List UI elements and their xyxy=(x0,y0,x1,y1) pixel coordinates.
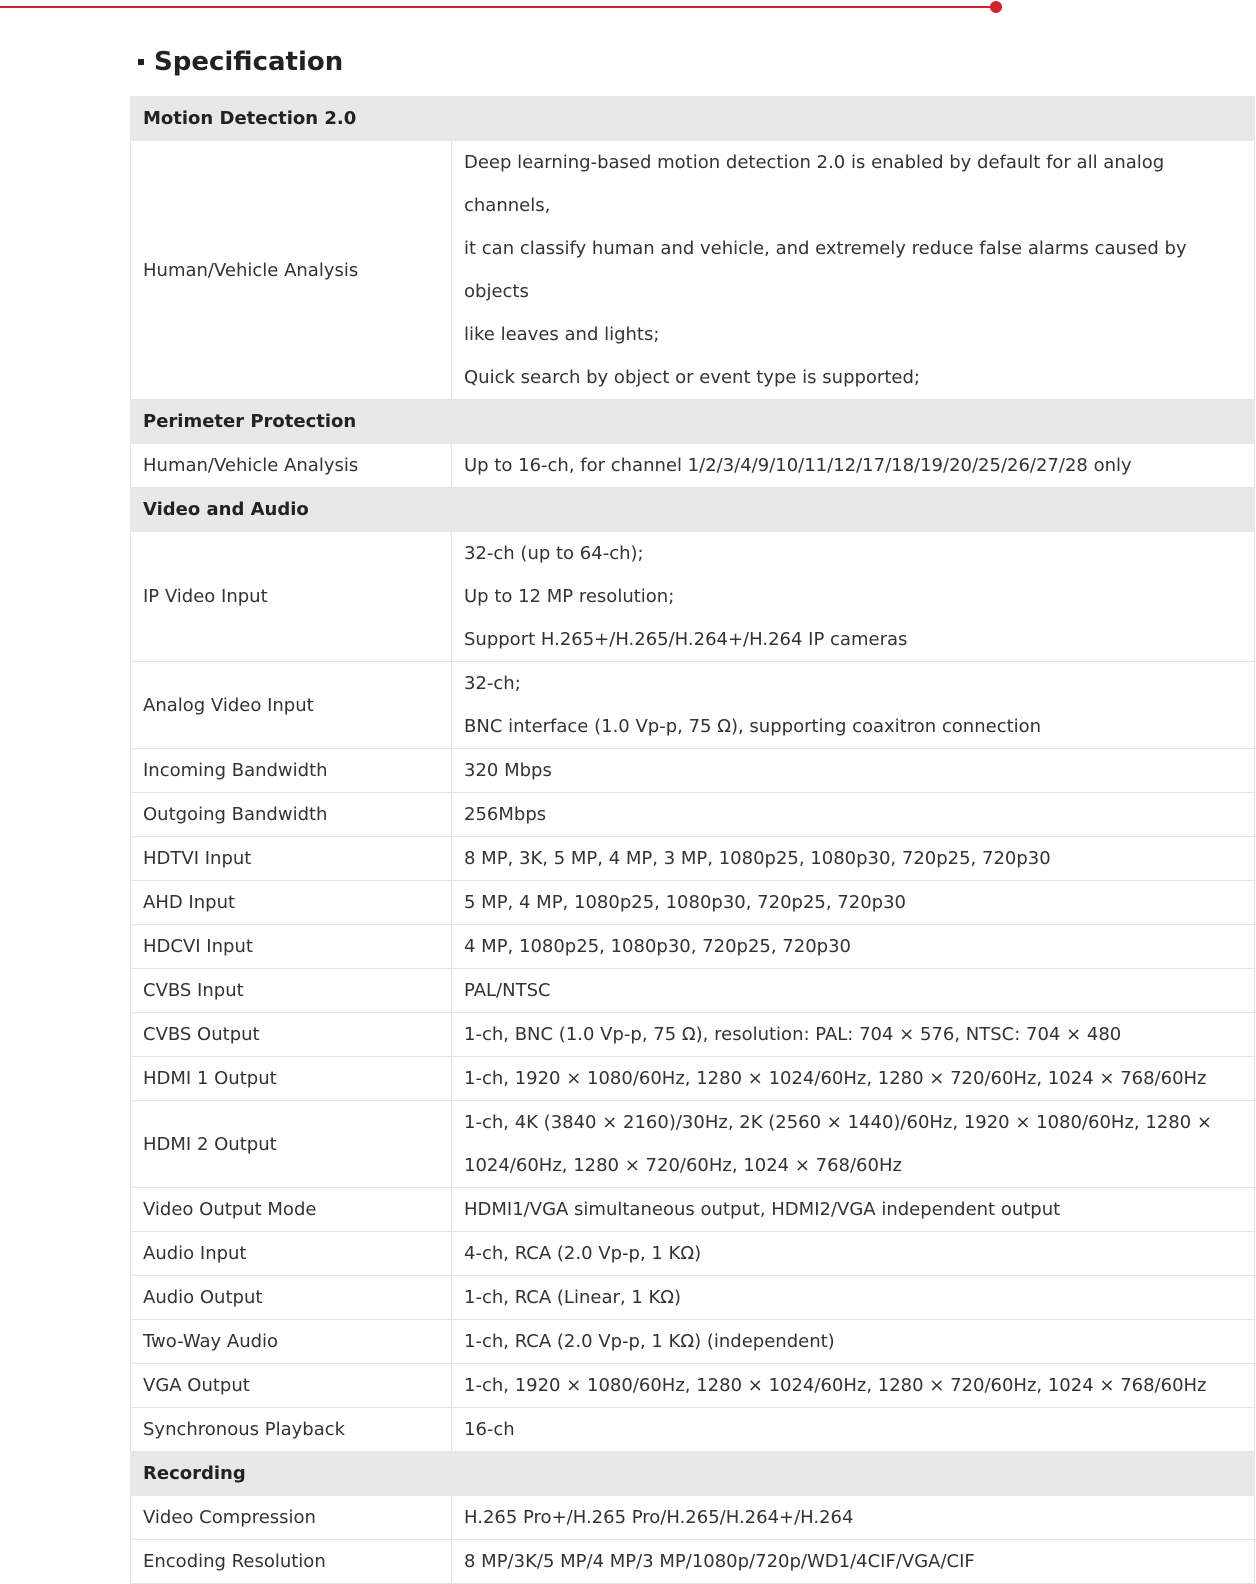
spec-label: Encoding Resolution xyxy=(131,1540,452,1584)
spec-label: HDCVI Input xyxy=(131,925,452,969)
spec-value-line: HDMI1/VGA simultaneous output, HDMI2/VGA independent output xyxy=(464,1199,1061,1220)
section-heading: Perimeter Protection xyxy=(131,400,1255,444)
section-header-row xyxy=(131,400,1255,444)
spec-value xyxy=(452,881,1255,925)
spec-value-line: 256Mbps xyxy=(464,804,547,825)
spec-label: CVBS Input xyxy=(131,969,452,1013)
table-row xyxy=(131,1013,1255,1057)
section-header-row xyxy=(131,97,1255,141)
spec-value xyxy=(452,749,1255,793)
spec-value-line: BNC interface (1.0 Vp-p, 75 Ω), supporting coaxitron connection xyxy=(464,716,1042,737)
spec-value-line: 1-ch, BNC (1.0 Vp-p, 75 Ω), resolution: PAL: 704 × 576, NTSC: 704 × 480 xyxy=(464,1024,1122,1045)
spec-value xyxy=(452,1188,1255,1232)
spec-value-line: Up to 12 MP resolution; xyxy=(464,586,675,607)
spec-value-line: 320 Mbps xyxy=(464,760,552,781)
spec-label: IP Video Input xyxy=(131,532,452,662)
spec-value xyxy=(452,1276,1255,1320)
table-row xyxy=(131,1364,1255,1408)
spec-label: Audio Output xyxy=(131,1276,452,1320)
spec-value-line: 1-ch, 4K (3840 × 2160)/30Hz, 2K (2560 × 1440)/60Hz, 1920 × 1080/60Hz, 1280 × xyxy=(464,1112,1212,1133)
spec-label: HDMI 1 Output xyxy=(131,1057,452,1101)
section-heading: Video and Audio xyxy=(131,488,1255,532)
spec-value xyxy=(452,1232,1255,1276)
table-row xyxy=(131,1408,1255,1452)
spec-value xyxy=(452,1496,1255,1540)
spec-label: Video Compression xyxy=(131,1496,452,1540)
spec-value-line: 1024/60Hz, 1280 × 720/60Hz, 1024 × 768/60Hz xyxy=(464,1155,902,1176)
table-row xyxy=(131,925,1255,969)
spec-value xyxy=(452,1540,1255,1584)
table-row xyxy=(131,793,1255,837)
spec-value-line: 1-ch, RCA (Linear, 1 KΩ) xyxy=(464,1287,682,1308)
spec-value-line: H.265 Pro+/H.265 Pro/H.265/H.264+/H.264 xyxy=(464,1507,854,1528)
spec-value-line: Up to 16-ch, for channel 1/2/3/4/9/10/11/12/17/18/19/20/25/26/27/28 only xyxy=(464,455,1132,476)
spec-value-line: 1-ch, 1920 × 1080/60Hz, 1280 × 1024/60Hz, 1280 × 720/60Hz, 1024 × 768/60Hz xyxy=(464,1068,1207,1089)
top-accent-line xyxy=(0,6,992,8)
spec-label: HDTVI Input xyxy=(131,837,452,881)
spec-value xyxy=(452,1320,1255,1364)
table-row xyxy=(131,1540,1255,1584)
spec-value-line: PAL/NTSC xyxy=(464,980,551,1001)
page-title-text: Specification xyxy=(154,47,344,77)
table-row xyxy=(131,1496,1255,1540)
spec-value-line: 5 MP, 4 MP, 1080p25, 1080p30, 720p25, 720p30 xyxy=(464,892,906,913)
table-row xyxy=(131,532,1255,662)
title-bullet-icon xyxy=(138,59,144,65)
spec-label: HDMI 2 Output xyxy=(131,1101,452,1188)
spec-value-line: 8 MP, 3K, 5 MP, 4 MP, 3 MP, 1080p25, 1080p30, 720p25, 720p30 xyxy=(464,848,1051,869)
spec-value-line: 32-ch (up to 64-ch); xyxy=(464,543,644,564)
spec-label: CVBS Output xyxy=(131,1013,452,1057)
spec-value xyxy=(452,662,1255,749)
section-header-row xyxy=(131,1452,1255,1496)
specification-table xyxy=(130,96,1255,1584)
table-row xyxy=(131,1057,1255,1101)
table-row xyxy=(131,837,1255,881)
table-row xyxy=(131,1232,1255,1276)
specification-table-body xyxy=(131,97,1255,1584)
spec-value-line: Support H.265+/H.265/H.264+/H.264 IP cameras xyxy=(464,629,908,650)
spec-value-line: Deep learning-based motion detection 2.0 is enabled by default for all analog channels, xyxy=(464,152,1165,216)
spec-value-line: it can classify human and vehicle, and extremely reduce false alarms caused by objects xyxy=(464,238,1187,302)
spec-value xyxy=(452,969,1255,1013)
spec-value xyxy=(452,1101,1255,1188)
spec-value xyxy=(452,1013,1255,1057)
table-row xyxy=(131,1320,1255,1364)
spec-value xyxy=(452,532,1255,662)
table-row xyxy=(131,1188,1255,1232)
spec-label: Synchronous Playback xyxy=(131,1408,452,1452)
spec-value-line: 4 MP, 1080p25, 1080p30, 720p25, 720p30 xyxy=(464,936,851,957)
table-row xyxy=(131,662,1255,749)
spec-label: Outgoing Bandwidth xyxy=(131,793,452,837)
table-row xyxy=(131,749,1255,793)
spec-value xyxy=(452,1057,1255,1101)
spec-value-line: Quick search by object or event type is supported; xyxy=(464,367,920,388)
spec-value-line: 4-ch, RCA (2.0 Vp-p, 1 KΩ) xyxy=(464,1243,702,1264)
spec-value xyxy=(452,925,1255,969)
table-row xyxy=(131,141,1255,400)
spec-value-line: like leaves and lights; xyxy=(464,324,660,345)
spec-value xyxy=(452,837,1255,881)
spec-label: Human/Vehicle Analysis xyxy=(131,141,452,400)
spec-value-line: 8 MP/3K/5 MP/4 MP/3 MP/1080p/720p/WD1/4CIF/VGA/CIF xyxy=(464,1551,975,1572)
spec-value-line: 16-ch xyxy=(464,1419,515,1440)
spec-value-line: 1-ch, RCA (2.0 Vp-p, 1 KΩ) (independent) xyxy=(464,1331,835,1352)
spec-label: Analog Video Input xyxy=(131,662,452,749)
table-row xyxy=(131,1276,1255,1320)
spec-label: AHD Input xyxy=(131,881,452,925)
table-row xyxy=(131,1101,1255,1188)
spec-label: Video Output Mode xyxy=(131,1188,452,1232)
table-row xyxy=(131,881,1255,925)
section-heading: Motion Detection 2.0 xyxy=(131,97,1255,141)
spec-value xyxy=(452,1364,1255,1408)
page-title xyxy=(138,42,343,82)
spec-label: Two-Way Audio xyxy=(131,1320,452,1364)
table-row xyxy=(131,969,1255,1013)
spec-value xyxy=(452,1408,1255,1452)
spec-label: Audio Input xyxy=(131,1232,452,1276)
spec-label: Incoming Bandwidth xyxy=(131,749,452,793)
section-heading: Recording xyxy=(131,1452,1255,1496)
spec-label: VGA Output xyxy=(131,1364,452,1408)
section-header-row xyxy=(131,488,1255,532)
spec-value-line: 1-ch, 1920 × 1080/60Hz, 1280 × 1024/60Hz, 1280 × 720/60Hz, 1024 × 768/60Hz xyxy=(464,1375,1207,1396)
spec-label: Human/Vehicle Analysis xyxy=(131,444,452,488)
spec-value xyxy=(452,793,1255,837)
spec-value xyxy=(452,444,1255,488)
table-row xyxy=(131,444,1255,488)
spec-value xyxy=(452,141,1255,400)
top-accent-dot xyxy=(990,1,1002,13)
spec-value-line: 32-ch; xyxy=(464,673,521,694)
